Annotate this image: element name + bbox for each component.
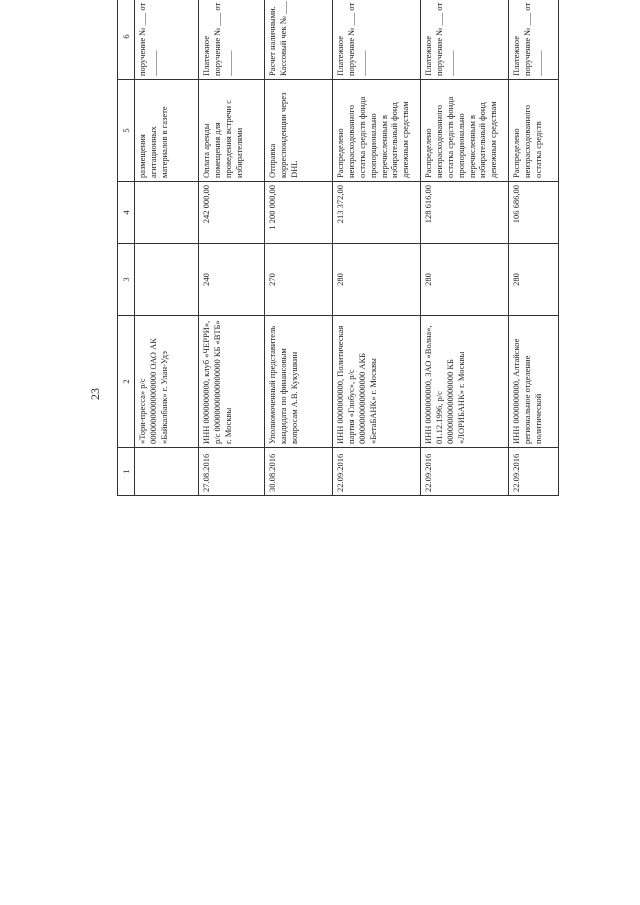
col-header-6: 6: [118, 0, 135, 80]
cell-purpose: Отправка корреспонденции через DHL: [265, 80, 333, 182]
cell-code: 240: [199, 244, 265, 316]
table-row: [333, 0, 421, 496]
table-row: [135, 0, 199, 496]
cell-payment-doc: Платежное поручение № ___ от ______: [199, 0, 265, 80]
column-number-row: [118, 0, 135, 496]
cell-code: 280: [333, 244, 421, 316]
cell-code: [135, 244, 199, 316]
table-row: [509, 0, 559, 496]
cell-payment-doc: поручение № ___ от ______: [135, 0, 199, 80]
cell-purpose: размещения агитационных материалов в газете: [135, 80, 199, 182]
col-header-2: 2: [118, 316, 135, 448]
cell-amount: 128 616,00: [421, 182, 509, 244]
cell-payment-doc: Расчет наличными. Кассовый чек № ___: [265, 0, 333, 80]
cell-date: [135, 448, 199, 496]
cell-payment-doc: Платежное поручение № ___ от ______: [421, 0, 509, 80]
table-row: [421, 0, 509, 496]
cell-purpose: Распределено неизрасходованного остатка средств фонда пропорционально перечисленным в избирательный фонд денежным средствам: [421, 80, 509, 182]
col-header-1: 1: [118, 448, 135, 496]
cell-amount: 213 372,00: [333, 182, 421, 244]
cell-purpose: Распределено неизрасходованного остатка средств фонда пропорционально перечисленным в избирательный фонд денежным средствам: [333, 80, 421, 182]
col-header-4: 4: [118, 182, 135, 244]
cell-amount: 106 686,00: [509, 182, 559, 244]
cell-amount: 242 000,00: [199, 182, 265, 244]
cell-recipient: ИНН 0000000000, клуб «ЧЕРРИ», р/с 00000000000000000 КБ «ВТБ» г. Москвы: [199, 316, 265, 448]
col-header-3: 3: [118, 244, 135, 316]
cell-date: 22.09.2016: [421, 448, 509, 496]
cell-amount: 1 200 000,00: [265, 182, 333, 244]
cell-date: 27.08.2016: [199, 448, 265, 496]
cell-payment-doc: Платежное поручение № ___ от ______: [509, 0, 559, 80]
table-row: [199, 0, 265, 496]
cell-date: 22.09.2016: [509, 448, 559, 496]
cell-code: 270: [265, 244, 333, 316]
cell-recipient: Уполномоченный представитель кандидата по финансовым вопросам А.В. Кукушкин: [265, 316, 333, 448]
table-row: [265, 0, 333, 496]
cell-amount: [135, 182, 199, 244]
cell-code: 280: [509, 244, 559, 316]
cell-date: 30.08.2016: [265, 448, 333, 496]
cell-recipient: «Тори-пресса» р/с 00000000000000000 ОАО АК «Байкалбанк» г. Улан-Удэ: [135, 316, 199, 448]
cell-purpose: Распределено неизрасходованного остатка средств: [509, 80, 559, 182]
cell-recipient: ИНН 0000000000, Алтайское региональное отделение политической: [509, 316, 559, 448]
cell-recipient: ИНН 0000000000, ЗАО «Волна», 01.12.1996, р/с 00000000000000000 КБ «ЛОРИБАНК» г. Москвы: [421, 316, 509, 448]
cell-payment-doc: Платежное поручение № ___ от ______: [333, 0, 421, 80]
cell-purpose: Оплата аренды помещения для проведения встречи с избирателями: [199, 80, 265, 182]
expense-table: [117, 0, 559, 496]
page-number: 23: [88, 388, 102, 400]
cell-recipient: ИНН 0000000000, Политическая партия «Глобус», р/с 00000000000000000 АКБ «БетаБАНК» г. Москвы: [333, 316, 421, 448]
cell-code: 280: [421, 244, 509, 316]
col-header-5: 5: [118, 80, 135, 182]
cell-date: 22.09.2016: [333, 448, 421, 496]
report-table-area: [117, 1, 557, 848]
